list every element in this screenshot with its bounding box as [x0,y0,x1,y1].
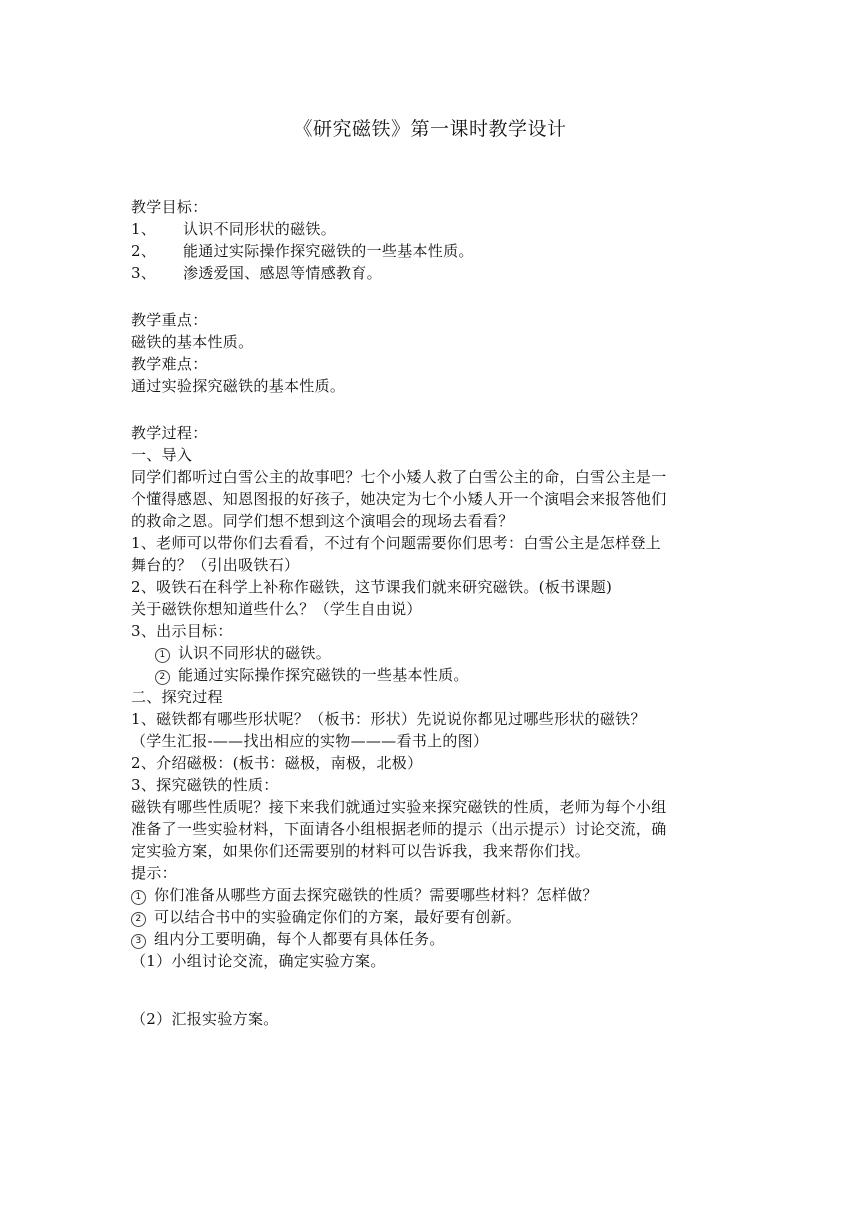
hint-heading: 提示： [131,864,177,882]
paragraph-line: 同学们都听过白雪公主的故事吧？七个小矮人救了白雪公主的命，白雪公主是一 [131,468,667,486]
key-heading: 教学重点： [131,311,208,329]
paragraph-line: 2、介绍磁极：(板书：磁极，南极，北极） [131,754,423,772]
paragraph-line: 1、老师可以带你们去看看，不过有个问题需要你们思考：白雪公主是怎样登上 [131,534,662,552]
paragraph-line: 定实验方案，如果你们还需要别的材料可以告诉我，我来帮你们找。 [131,842,591,860]
goal-number: 3、 [131,264,157,282]
paragraph-line: （学生汇报-——找出相应的实物———看书上的图） [131,732,489,750]
goal-item [131,218,731,240]
hint-text: 你们准备从哪些方面去探究磁铁的性质？需要哪些材料？怎样做？ [154,886,598,904]
circled-number-icon: 2 [131,912,146,927]
hint-item [131,906,731,928]
paragraph-line: 磁铁有哪些性质呢？接下来我们就通过实验来探究磁铁的性质，老师为每个小组 [131,798,667,816]
paragraph-line: 个懂得感恩、知恩图报的好孩子，她决定为七个小矮人开一个演唱会来报答他们 [131,490,667,508]
difficulty-heading: 教学难点： [131,355,208,373]
process-heading: 教学过程： [131,424,208,442]
goal-number: 1、 [131,220,157,238]
target-item [131,642,755,664]
goal-text: 能通过实际操作探究磁铁的一些基本性质。 [183,242,474,260]
goals-heading: 教学目标： [131,198,208,216]
target-text: 能通过实际操作探究磁铁的一些基本性质。 [178,666,469,684]
paragraph-line: 3、出示目标： [131,622,233,640]
circled-number-icon: 1 [131,890,146,905]
paragraph-line: 舞台的？（引出吸铁石） [131,556,300,574]
circled-number-icon: 3 [131,934,146,949]
paragraph-line: （2）汇报实验方案。 [131,1010,279,1028]
paragraph-line: 2、吸铁石在科学上补称作磁铁，这节课我们就来研究磁铁。(板书课题) [131,578,613,596]
circled-number-icon: 1 [155,648,170,663]
goal-number: 2、 [131,242,157,260]
goal-item [131,240,731,262]
hint-item [131,884,731,906]
target-item [131,664,755,686]
paragraph-line: 1、磁铁都有哪些形状呢？（板书：形状）先说说你都见过哪些形状的磁铁？ [131,710,646,728]
paragraph-line: 3、探究磁铁的性质： [131,776,279,794]
hint-text: 组内分工要明确，每个人都要有具体任务。 [154,930,445,948]
section-heading-explore: 二、探究过程 [131,688,223,706]
circled-number-icon: 2 [155,670,170,685]
section-heading-intro: 一、导入 [131,446,193,464]
difficulty-text: 通过实验探究磁铁的基本性质。 [131,377,346,395]
goal-text: 渗透爱国、感恩等情感教育。 [183,264,382,282]
target-text: 认识不同形状的磁铁。 [178,644,332,662]
key-text: 磁铁的基本性质。 [131,333,254,351]
goal-text: 认识不同形状的磁铁。 [183,220,337,238]
hint-text: 可以结合书中的实验确定你们的方案，最好要有创新。 [154,908,522,926]
page-title: 《研究磁铁》第一课时教学设计 [293,118,567,140]
hint-item [131,928,731,950]
paragraph-line: （1）小组讨论交流，确定实验方案。 [131,952,386,970]
paragraph-line: 的救命之恩。同学们想不想到这个演唱会的现场去看看？ [131,512,514,530]
goal-item [131,262,731,284]
paragraph-line: 准备了一些实验材料，下面请各小组根据老师的提示（出示提示）讨论交流，确 [131,820,667,838]
paragraph-line: 关于磁铁你想知道些什么？（学生自由说） [131,600,422,618]
